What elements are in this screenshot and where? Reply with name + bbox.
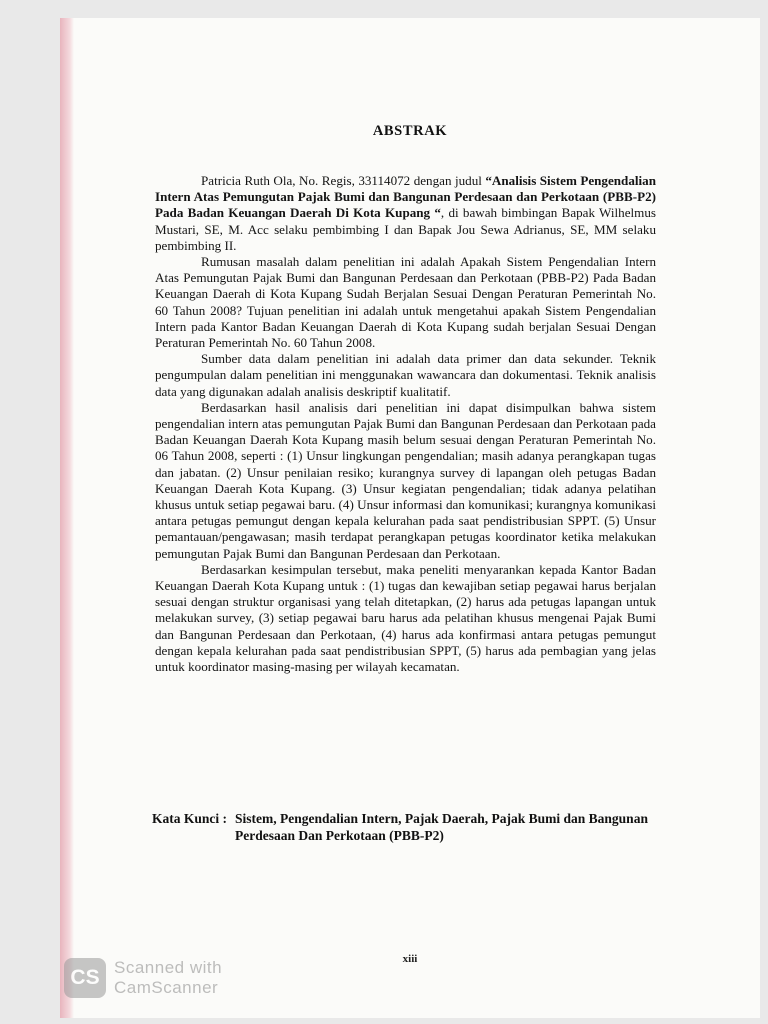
watermark-text — [114, 958, 222, 998]
watermark-line2: CamScanner — [114, 978, 219, 997]
abstract-title: ABSTRAK — [372, 123, 448, 139]
data-source-paragraph: Sumber data dalam penelitian ini adalah data primer dan data sekunder. Teknik pengumpulan dalam penelitian ini menggunakan wawancara dan dokumentasi. Teknik analisis data yang digunakan adalah analisis deskriptif kualitatif. — [155, 351, 656, 399]
camscanner-watermark — [64, 958, 222, 998]
abstract-body — [155, 173, 656, 675]
intro-paragraph — [155, 173, 656, 254]
intro-supervisor-text: , di bawah bimbingan Bapak Wilhelmus Mustari, SE, M. Acc selaku pembimbing I dan Bapak Jou Sewa Adrianus, SE, MM selaku pembimbing II. — [155, 205, 656, 253]
keywords-section — [152, 810, 662, 844]
keywords-label: Kata Kunci : — [152, 811, 228, 826]
thesis-title: “Analisis Sistem Pengendalian Intern Atas Pemungutan Pajak Bumi dan Bangunan Perdesaan dan Perkotaan (PBB-P2) Pada Badan Keuangan Daerah Di Kota Kupang “ — [155, 173, 656, 221]
watermark-line1: Scanned with — [114, 958, 223, 977]
camscanner-logo-icon: CS — [64, 958, 106, 998]
keywords-list: Sistem, Pengendalian Intern, Pajak Daerah, Pajak Bumi dan Bangunan Perdesaan Dan Perkotaan (PBB-P2) — [235, 811, 648, 843]
conclusion-paragraph: Berdasarkan hasil analisis dari penelitian ini dapat disimpulkan bahwa sistem pengendalian intern atas pemungutan Pajak Bumi dan Bangunan Perdesaan dan Perkotaan pada Badan Keuangan Daerah Kota Kupang masih belum sesuai dengan Peraturan Pemerintah No. 06 Tahun 2008, seperti : (1) Unsur lingkungan pengendalian; masih adanya perangkapan tugas dan jabatan. (2) Unsur penilaian resiko; kurangnya survey di lapangan oleh petugas Badan Keuangan Daerah Kota Kupang. (3) Unsur kegiatan pengendalian; tidak adanya pelatihan khusus untuk setiap pegawai baru. (4) Unsur informasi dan komunikasi; kurangnya komunikasi antara petugas pemungut dengan kepala kelurahan pada saat pendistribusian SPPT. (5) Unsur pemantauan/pengawasan; masih terdapat perangkapan petugas koordinator ketika melakukan pemungutan Pajak Bumi dan Bangunan Perdesaan dan Perkotaan. — [155, 399, 656, 561]
suggestion-paragraph: Berdasarkan kesimpulan tersebut, maka peneliti menyarankan kepada Kantor Badan Keuangan Daerah Kota Kupang untuk : (1) tugas dan kewajiban setiap pegawai harus berjalan sesuai dengan struktur organisasi yang telah ditetapkan, (2) harus ada petugas lapangan untuk melakukan survey, (3) setiap pegawai baru harus ada pelatihan khusus mengenai Pajak Bumi dan Bangunan Perdesaan dan Perkotaan, (4) harus ada konfirmasi antara petugas pemungut dengan kepala kelurahan pada saat pendistribusian SPPT, (5) harus ada pembagian yang jelas untuk koordinator masing-masing per wilayah kecamatan. — [155, 561, 656, 675]
intro-author-text: Patricia Ruth Ola, No. Regis, 33114072 dengan judul — [201, 173, 486, 188]
page-binding-edge — [60, 18, 74, 1018]
problem-paragraph: Rumusan masalah dalam penelitian ini adalah Apakah Sistem Pengendalian Intern Atas Pemungutan Pajak Bumi dan Bangunan Perdesaan dan Perkotaan (PBB-P2) Pada Badan Keuangan Daerah di Kota Kupang Sudah Berjalan Sesuai Dengan Peraturan Pemerintah No. 60 Tahun 2008? Tujuan penelitian ini adalah untuk mengetahui apakah Sistem Pengendalian Intern pada Kantor Badan Keuangan Daerah di Kota Kupang sudah berjalan Sesuai Dengan Peraturan Pemerintah No. 60 Tahun 2008. — [155, 254, 656, 351]
page-number: xiii — [402, 953, 418, 965]
